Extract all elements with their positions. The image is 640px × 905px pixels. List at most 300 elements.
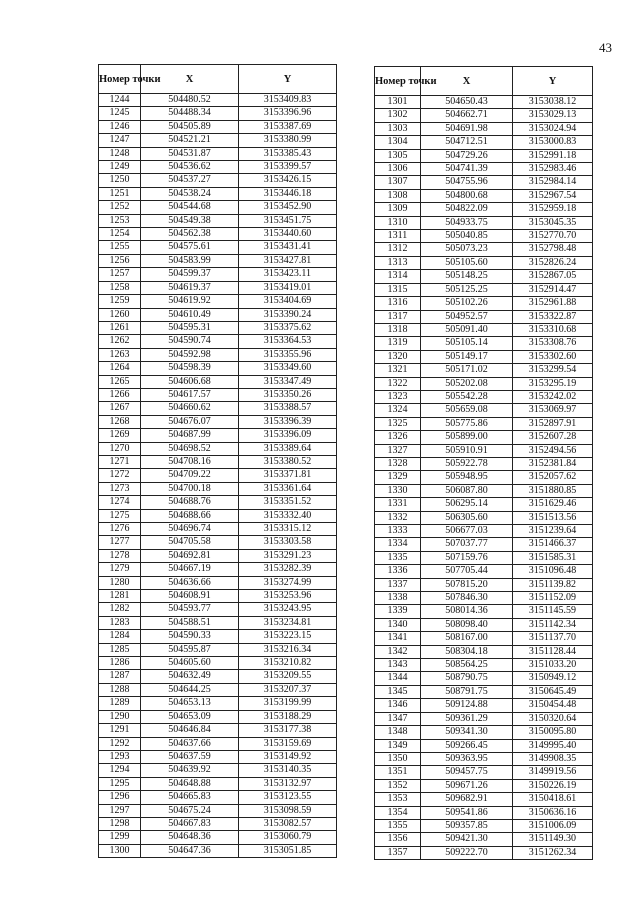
cell-x: 508167.00 bbox=[421, 632, 513, 645]
header-y: Y bbox=[239, 65, 337, 94]
cell-x: 507705.44 bbox=[421, 565, 513, 578]
table-row bbox=[375, 390, 593, 403]
table-row bbox=[99, 362, 337, 375]
table-row bbox=[99, 321, 337, 334]
cell-point-number: 1332 bbox=[375, 511, 421, 524]
cell-y: 3152826.24 bbox=[513, 256, 593, 269]
cell-x: 504692.81 bbox=[141, 549, 239, 562]
cell-x: 504610.49 bbox=[141, 308, 239, 321]
cell-y: 3153045.35 bbox=[513, 216, 593, 229]
cell-point-number: 1304 bbox=[375, 136, 421, 149]
table-row bbox=[99, 429, 337, 442]
cell-x: 504606.68 bbox=[141, 375, 239, 388]
cell-x: 508304.18 bbox=[421, 645, 513, 658]
cell-y: 3152770.70 bbox=[513, 230, 593, 243]
cell-x: 504647.36 bbox=[141, 844, 239, 857]
cell-point-number: 1329 bbox=[375, 471, 421, 484]
table-row bbox=[99, 777, 337, 790]
cell-y: 3151629.46 bbox=[513, 498, 593, 511]
cell-x: 504675.24 bbox=[141, 804, 239, 817]
cell-point-number: 1349 bbox=[375, 739, 421, 752]
cell-x: 504648.36 bbox=[141, 831, 239, 844]
table-row bbox=[375, 752, 593, 765]
cell-point-number: 1344 bbox=[375, 672, 421, 685]
cell-point-number: 1269 bbox=[99, 429, 141, 442]
cell-point-number: 1328 bbox=[375, 457, 421, 470]
cell-x: 509682.91 bbox=[421, 793, 513, 806]
table-row bbox=[375, 672, 593, 685]
cell-point-number: 1326 bbox=[375, 431, 421, 444]
cell-point-number: 1266 bbox=[99, 388, 141, 401]
table-row bbox=[375, 216, 593, 229]
table-row bbox=[375, 109, 593, 122]
cell-y: 3153310.68 bbox=[513, 323, 593, 336]
cell-y: 3153177.38 bbox=[239, 724, 337, 737]
cell-y: 3152057.62 bbox=[513, 471, 593, 484]
cell-y: 3153210.82 bbox=[239, 657, 337, 670]
cell-y: 3153385.43 bbox=[239, 147, 337, 160]
cell-y: 3153216.34 bbox=[239, 643, 337, 656]
cell-x: 504822.09 bbox=[421, 203, 513, 216]
cell-point-number: 1282 bbox=[99, 603, 141, 616]
cell-x: 505125.25 bbox=[421, 283, 513, 296]
cell-y: 3149995.40 bbox=[513, 739, 593, 752]
cell-y: 3153452.90 bbox=[239, 201, 337, 214]
table-row bbox=[375, 136, 593, 149]
cell-y: 3153159.69 bbox=[239, 737, 337, 750]
cell-x: 509363.95 bbox=[421, 752, 513, 765]
cell-point-number: 1259 bbox=[99, 295, 141, 308]
cell-point-number: 1260 bbox=[99, 308, 141, 321]
table-row bbox=[99, 643, 337, 656]
cell-x: 504588.51 bbox=[141, 616, 239, 629]
cell-y: 3153423.11 bbox=[239, 268, 337, 281]
table-row bbox=[375, 525, 593, 538]
cell-y: 3151142.34 bbox=[513, 618, 593, 631]
cell-x: 504741.39 bbox=[421, 163, 513, 176]
cell-x: 504598.39 bbox=[141, 362, 239, 375]
cell-point-number: 1254 bbox=[99, 228, 141, 241]
table-row bbox=[375, 323, 593, 336]
table-row bbox=[375, 592, 593, 605]
cell-y: 3153355.96 bbox=[239, 348, 337, 361]
cell-point-number: 1342 bbox=[375, 645, 421, 658]
cell-point-number: 1356 bbox=[375, 833, 421, 846]
cell-y: 3153451.75 bbox=[239, 214, 337, 227]
cell-point-number: 1289 bbox=[99, 697, 141, 710]
cell-y: 3153396.39 bbox=[239, 415, 337, 428]
table-row bbox=[99, 214, 337, 227]
cell-x: 504608.91 bbox=[141, 590, 239, 603]
cell-y: 3153440.60 bbox=[239, 228, 337, 241]
table-row bbox=[375, 712, 593, 725]
cell-y: 3150320.64 bbox=[513, 712, 593, 725]
cell-x: 504676.07 bbox=[141, 415, 239, 428]
cell-x: 504688.76 bbox=[141, 496, 239, 509]
cell-x: 505910.91 bbox=[421, 444, 513, 457]
cell-point-number: 1253 bbox=[99, 214, 141, 227]
cell-x: 505542.28 bbox=[421, 390, 513, 403]
table-row bbox=[99, 94, 337, 107]
cell-y: 3151262.34 bbox=[513, 846, 593, 859]
table-row bbox=[99, 764, 337, 777]
cell-point-number: 1351 bbox=[375, 766, 421, 779]
cell-point-number: 1299 bbox=[99, 831, 141, 844]
cell-point-number: 1278 bbox=[99, 549, 141, 562]
header-x: X bbox=[421, 67, 513, 96]
header-point-number: Номер точки bbox=[99, 65, 141, 94]
table-row bbox=[99, 536, 337, 549]
cell-point-number: 1244 bbox=[99, 94, 141, 107]
cell-point-number: 1288 bbox=[99, 683, 141, 696]
cell-y: 3151033.20 bbox=[513, 659, 593, 672]
table-row bbox=[375, 96, 593, 109]
cell-point-number: 1321 bbox=[375, 364, 421, 377]
cell-point-number: 1280 bbox=[99, 576, 141, 589]
cell-point-number: 1270 bbox=[99, 442, 141, 455]
cell-point-number: 1331 bbox=[375, 498, 421, 511]
cell-y: 3153350.26 bbox=[239, 388, 337, 401]
cell-point-number: 1275 bbox=[99, 509, 141, 522]
cell-point-number: 1348 bbox=[375, 726, 421, 739]
cell-point-number: 1323 bbox=[375, 390, 421, 403]
cell-x: 504637.59 bbox=[141, 750, 239, 763]
cell-y: 3153302.60 bbox=[513, 350, 593, 363]
cell-y: 3153446.18 bbox=[239, 187, 337, 200]
cell-y: 3153024.94 bbox=[513, 122, 593, 135]
cell-point-number: 1347 bbox=[375, 712, 421, 725]
cell-y: 3153361.64 bbox=[239, 482, 337, 495]
cell-point-number: 1309 bbox=[375, 203, 421, 216]
cell-y: 3153390.24 bbox=[239, 308, 337, 321]
cell-y: 3153069.97 bbox=[513, 404, 593, 417]
cell-point-number: 1265 bbox=[99, 375, 141, 388]
cell-y: 3153426.15 bbox=[239, 174, 337, 187]
table-row bbox=[375, 404, 593, 417]
table-row bbox=[99, 482, 337, 495]
cell-point-number: 1294 bbox=[99, 764, 141, 777]
cell-point-number: 1301 bbox=[375, 96, 421, 109]
table-row bbox=[375, 685, 593, 698]
table-row bbox=[99, 268, 337, 281]
cell-y: 3153082.57 bbox=[239, 817, 337, 830]
cell-x: 504617.57 bbox=[141, 388, 239, 401]
table-row bbox=[99, 402, 337, 415]
cell-x: 505148.25 bbox=[421, 270, 513, 283]
cell-point-number: 1296 bbox=[99, 791, 141, 804]
cell-point-number: 1257 bbox=[99, 268, 141, 281]
cell-x: 504708.16 bbox=[141, 455, 239, 468]
cell-x: 504648.88 bbox=[141, 777, 239, 790]
cell-x: 509541.86 bbox=[421, 806, 513, 819]
cell-x: 508791.75 bbox=[421, 685, 513, 698]
cell-point-number: 1316 bbox=[375, 297, 421, 310]
cell-y: 3151239.64 bbox=[513, 525, 593, 538]
table-row bbox=[99, 201, 337, 214]
cell-point-number: 1322 bbox=[375, 377, 421, 390]
cell-point-number: 1274 bbox=[99, 496, 141, 509]
coordinates-table-left bbox=[98, 64, 337, 858]
cell-y: 3152867.05 bbox=[513, 270, 593, 283]
cell-point-number: 1255 bbox=[99, 241, 141, 254]
cell-x: 508098.40 bbox=[421, 618, 513, 631]
table-row bbox=[375, 431, 593, 444]
table-row bbox=[375, 457, 593, 470]
table-row bbox=[99, 335, 337, 348]
cell-y: 3151128.44 bbox=[513, 645, 593, 658]
cell-x: 505102.26 bbox=[421, 297, 513, 310]
table-row bbox=[99, 228, 337, 241]
table-row bbox=[99, 563, 337, 576]
cell-y: 3153149.92 bbox=[239, 750, 337, 763]
table-row bbox=[99, 670, 337, 683]
cell-point-number: 1263 bbox=[99, 348, 141, 361]
table-row bbox=[99, 590, 337, 603]
table-row bbox=[375, 819, 593, 832]
cell-y: 3151137.70 bbox=[513, 632, 593, 645]
cell-x: 505105.60 bbox=[421, 256, 513, 269]
cell-point-number: 1291 bbox=[99, 724, 141, 737]
table-row bbox=[99, 134, 337, 147]
cell-point-number: 1298 bbox=[99, 817, 141, 830]
cell-y: 3153431.41 bbox=[239, 241, 337, 254]
cell-point-number: 1246 bbox=[99, 120, 141, 133]
cell-y: 3153396.96 bbox=[239, 107, 337, 120]
cell-x: 504549.38 bbox=[141, 214, 239, 227]
table-row bbox=[375, 270, 593, 283]
cell-y: 3153242.02 bbox=[513, 390, 593, 403]
cell-point-number: 1327 bbox=[375, 444, 421, 457]
header-point-number: Номер точки bbox=[375, 67, 421, 96]
cell-point-number: 1308 bbox=[375, 189, 421, 202]
cell-x: 504583.99 bbox=[141, 254, 239, 267]
table-row bbox=[99, 161, 337, 174]
cell-x: 505202.08 bbox=[421, 377, 513, 390]
cell-x: 504665.83 bbox=[141, 791, 239, 804]
cell-x: 504531.87 bbox=[141, 147, 239, 160]
cell-y: 3153223.15 bbox=[239, 630, 337, 643]
cell-y: 3149908.35 bbox=[513, 752, 593, 765]
cell-x: 504590.33 bbox=[141, 630, 239, 643]
cell-y: 3153140.35 bbox=[239, 764, 337, 777]
cell-point-number: 1305 bbox=[375, 149, 421, 162]
cell-x: 504505.89 bbox=[141, 120, 239, 133]
cell-point-number: 1346 bbox=[375, 699, 421, 712]
table-row bbox=[375, 806, 593, 819]
cell-x: 506677.03 bbox=[421, 525, 513, 538]
cell-point-number: 1245 bbox=[99, 107, 141, 120]
cell-x: 504537.27 bbox=[141, 174, 239, 187]
cell-point-number: 1311 bbox=[375, 230, 421, 243]
cell-y: 3153380.52 bbox=[239, 455, 337, 468]
cell-y: 3153399.57 bbox=[239, 161, 337, 174]
table-row bbox=[375, 793, 593, 806]
table-row bbox=[99, 509, 337, 522]
cell-point-number: 1264 bbox=[99, 362, 141, 375]
cell-y: 3153409.83 bbox=[239, 94, 337, 107]
cell-y: 3153132.97 bbox=[239, 777, 337, 790]
cell-x: 504599.37 bbox=[141, 268, 239, 281]
cell-y: 3153234.81 bbox=[239, 616, 337, 629]
cell-point-number: 1303 bbox=[375, 122, 421, 135]
cell-point-number: 1333 bbox=[375, 525, 421, 538]
cell-x: 504660.62 bbox=[141, 402, 239, 415]
cell-y: 3153282.39 bbox=[239, 563, 337, 576]
cell-x: 504696.74 bbox=[141, 523, 239, 536]
cell-point-number: 1285 bbox=[99, 643, 141, 656]
cell-x: 504595.87 bbox=[141, 643, 239, 656]
table-row bbox=[375, 739, 593, 752]
table-row bbox=[99, 804, 337, 817]
table-row bbox=[99, 281, 337, 294]
cell-point-number: 1306 bbox=[375, 163, 421, 176]
cell-point-number: 1272 bbox=[99, 469, 141, 482]
cell-point-number: 1262 bbox=[99, 335, 141, 348]
cell-y: 3150949.12 bbox=[513, 672, 593, 685]
cell-y: 3153396.09 bbox=[239, 429, 337, 442]
cell-point-number: 1312 bbox=[375, 243, 421, 256]
table-row bbox=[99, 442, 337, 455]
table-row bbox=[99, 549, 337, 562]
cell-x: 504952.57 bbox=[421, 310, 513, 323]
cell-y: 3152897.91 bbox=[513, 417, 593, 430]
header-y: Y bbox=[513, 67, 593, 96]
cell-x: 506305.60 bbox=[421, 511, 513, 524]
table-row bbox=[99, 295, 337, 308]
cell-y: 3153253.96 bbox=[239, 590, 337, 603]
cell-point-number: 1256 bbox=[99, 254, 141, 267]
cell-x: 504700.18 bbox=[141, 482, 239, 495]
cell-y: 3152961.88 bbox=[513, 297, 593, 310]
cell-point-number: 1354 bbox=[375, 806, 421, 819]
cell-y: 3150645.49 bbox=[513, 685, 593, 698]
table-row bbox=[375, 364, 593, 377]
cell-x: 504646.84 bbox=[141, 724, 239, 737]
cell-point-number: 1352 bbox=[375, 779, 421, 792]
cell-x: 505040.85 bbox=[421, 230, 513, 243]
cell-y: 3153308.76 bbox=[513, 337, 593, 350]
cell-point-number: 1251 bbox=[99, 187, 141, 200]
cell-y: 3153347.49 bbox=[239, 375, 337, 388]
cell-y: 3153188.29 bbox=[239, 710, 337, 723]
cell-x: 505659.08 bbox=[421, 404, 513, 417]
cell-point-number: 1313 bbox=[375, 256, 421, 269]
cell-x: 505105.14 bbox=[421, 337, 513, 350]
table-row bbox=[99, 415, 337, 428]
cell-x: 504544.68 bbox=[141, 201, 239, 214]
cell-point-number: 1341 bbox=[375, 632, 421, 645]
table-row bbox=[375, 538, 593, 551]
table-row bbox=[99, 817, 337, 830]
cell-point-number: 1325 bbox=[375, 417, 421, 430]
table-row bbox=[375, 659, 593, 672]
cell-point-number: 1284 bbox=[99, 630, 141, 643]
cell-y: 3151139.82 bbox=[513, 578, 593, 591]
cell-point-number: 1297 bbox=[99, 804, 141, 817]
cell-y: 3152967.54 bbox=[513, 189, 593, 202]
cell-y: 3153332.40 bbox=[239, 509, 337, 522]
cell-x: 508564.25 bbox=[421, 659, 513, 672]
cell-x: 504632.49 bbox=[141, 670, 239, 683]
cell-point-number: 1307 bbox=[375, 176, 421, 189]
cell-x: 504698.52 bbox=[141, 442, 239, 455]
table-row bbox=[375, 605, 593, 618]
cell-x: 504667.19 bbox=[141, 563, 239, 576]
cell-y: 3153380.99 bbox=[239, 134, 337, 147]
table-row bbox=[99, 750, 337, 763]
cell-y: 3153291.23 bbox=[239, 549, 337, 562]
cell-x: 504712.51 bbox=[421, 136, 513, 149]
cell-y: 3153029.13 bbox=[513, 109, 593, 122]
cell-y: 3152914.47 bbox=[513, 283, 593, 296]
cell-y: 3153000.83 bbox=[513, 136, 593, 149]
cell-point-number: 1353 bbox=[375, 793, 421, 806]
table-row bbox=[375, 846, 593, 859]
cell-point-number: 1318 bbox=[375, 323, 421, 336]
table-row bbox=[375, 645, 593, 658]
cell-y: 3152494.56 bbox=[513, 444, 593, 457]
table-row bbox=[99, 496, 337, 509]
cell-point-number: 1314 bbox=[375, 270, 421, 283]
table-row bbox=[99, 469, 337, 482]
cell-y: 3150226.19 bbox=[513, 779, 593, 792]
table-row bbox=[99, 348, 337, 361]
cell-x: 509124.88 bbox=[421, 699, 513, 712]
cell-y: 3153060.79 bbox=[239, 831, 337, 844]
cell-x: 504575.61 bbox=[141, 241, 239, 254]
cell-point-number: 1247 bbox=[99, 134, 141, 147]
cell-x: 504521.21 bbox=[141, 134, 239, 147]
cell-point-number: 1295 bbox=[99, 777, 141, 790]
cell-x: 505171.02 bbox=[421, 364, 513, 377]
cell-x: 507815.20 bbox=[421, 578, 513, 591]
table-row bbox=[375, 444, 593, 457]
cell-y: 3151585.31 bbox=[513, 551, 593, 564]
table-row bbox=[375, 377, 593, 390]
cell-x: 504639.92 bbox=[141, 764, 239, 777]
cell-x: 504729.26 bbox=[421, 149, 513, 162]
cell-x: 504800.68 bbox=[421, 189, 513, 202]
table-row bbox=[99, 576, 337, 589]
cell-y: 3152991.18 bbox=[513, 149, 593, 162]
cell-point-number: 1340 bbox=[375, 618, 421, 631]
cell-x: 509671.26 bbox=[421, 779, 513, 792]
cell-y: 3153209.55 bbox=[239, 670, 337, 683]
cell-x: 505948.95 bbox=[421, 471, 513, 484]
table-row bbox=[99, 241, 337, 254]
cell-y: 3153387.69 bbox=[239, 120, 337, 133]
table-header-row bbox=[375, 67, 593, 96]
cell-x: 508014.36 bbox=[421, 605, 513, 618]
cell-point-number: 1250 bbox=[99, 174, 141, 187]
cell-y: 3149919.56 bbox=[513, 766, 593, 779]
cell-point-number: 1292 bbox=[99, 737, 141, 750]
table-row bbox=[99, 174, 337, 187]
table-row bbox=[99, 120, 337, 133]
table-row bbox=[375, 122, 593, 135]
cell-y: 3151096.48 bbox=[513, 565, 593, 578]
cell-y: 3152381.84 bbox=[513, 457, 593, 470]
table-row bbox=[99, 724, 337, 737]
cell-point-number: 1324 bbox=[375, 404, 421, 417]
cell-point-number: 1261 bbox=[99, 321, 141, 334]
table-row bbox=[99, 710, 337, 723]
cell-y: 3153389.64 bbox=[239, 442, 337, 455]
table-row bbox=[375, 337, 593, 350]
table-row bbox=[99, 388, 337, 401]
cell-y: 3151152.09 bbox=[513, 592, 593, 605]
cell-x: 504637.66 bbox=[141, 737, 239, 750]
